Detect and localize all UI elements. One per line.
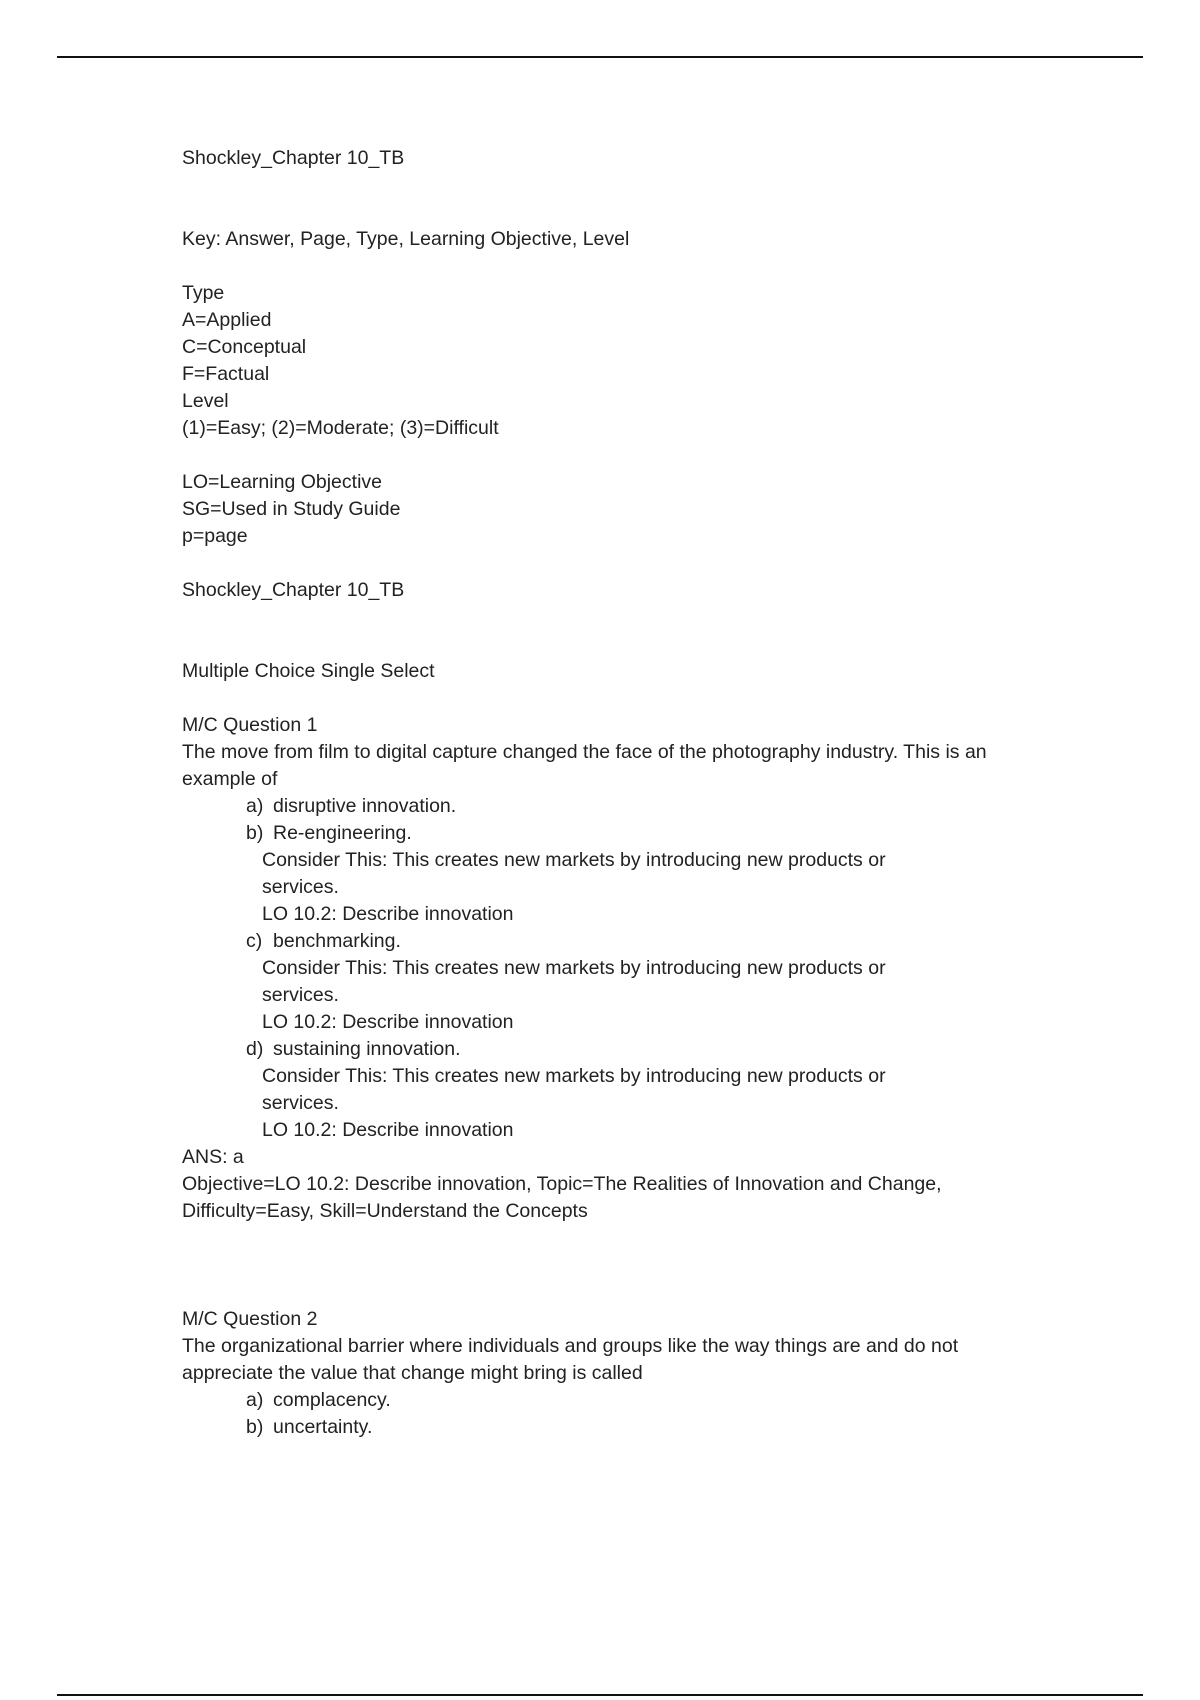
option-objective: LO 10.2: Describe innovation — [262, 1011, 514, 1033]
option-objective: LO 10.2: Describe innovation — [262, 903, 514, 925]
answer-key: ANS: a — [182, 1146, 244, 1168]
question-label: M/C Question 1 — [182, 714, 318, 736]
option-feedback: Consider This: This creates new markets by introducing new products or services. — [262, 1065, 891, 1114]
option-text: benchmarking. — [273, 930, 401, 952]
answer-option — [182, 1387, 1062, 1414]
answer-option — [182, 928, 1062, 955]
bottom-rule — [57, 1694, 1143, 1696]
type-item: F=Factual — [182, 363, 270, 385]
abbr-item: LO=Learning Objective — [182, 471, 382, 493]
type-item: A=Applied — [182, 309, 272, 331]
question-block — [182, 1306, 1062, 1441]
doc-title-repeat: Shockley_Chapter 10_TB — [182, 579, 405, 601]
type-heading: Type — [182, 282, 225, 304]
option-letter: b) — [246, 1416, 264, 1438]
answer-option — [182, 820, 1062, 847]
option-text: disruptive innovation. — [273, 795, 457, 817]
question-meta: Objective=LO 10.2: Describe innovation, Topic=The Realities of Innovation and Change, Difficulty=Easy, Skill=Understand the Concepts — [182, 1173, 947, 1222]
option-text: Re-engineering. — [273, 822, 412, 844]
top-rule — [57, 56, 1143, 58]
question-label: M/C Question 2 — [182, 1308, 318, 1330]
option-letter: a) — [246, 1389, 264, 1411]
option-feedback: Consider This: This creates new markets by introducing new products or services. — [262, 957, 891, 1006]
question-block — [182, 712, 1062, 1225]
option-letter: b) — [246, 822, 264, 844]
key-line: Key: Answer, Page, Type, Learning Objective, Level — [182, 228, 630, 250]
doc-title: Shockley_Chapter 10_TB — [182, 147, 405, 169]
option-letter: d) — [246, 1038, 264, 1060]
question-text: The move from film to digital capture changed the face of the photography industry. This is an example of — [182, 741, 993, 790]
answer-option — [182, 793, 1062, 820]
option-letter: a) — [246, 795, 264, 817]
document-body — [182, 145, 1062, 1441]
level-line: (1)=Easy; (2)=Moderate; (3)=Difficult — [182, 417, 499, 439]
option-text: sustaining innovation. — [273, 1038, 461, 1060]
answer-option — [182, 1036, 1062, 1063]
abbr-item: p=page — [182, 525, 248, 547]
answer-option — [182, 1414, 1062, 1441]
option-text: uncertainty. — [273, 1416, 373, 1438]
option-letter: c) — [246, 930, 263, 952]
option-objective: LO 10.2: Describe innovation — [262, 1119, 514, 1141]
level-heading: Level — [182, 390, 229, 412]
option-feedback: Consider This: This creates new markets by introducing new products or services. — [262, 849, 891, 898]
option-text: complacency. — [273, 1389, 391, 1411]
type-item: C=Conceptual — [182, 336, 307, 358]
section-heading: Multiple Choice Single Select — [182, 660, 435, 682]
abbr-item: SG=Used in Study Guide — [182, 498, 401, 520]
question-text: The organizational barrier where individuals and groups like the way things are and do not appreciate the value that change might bring is called — [182, 1335, 964, 1384]
